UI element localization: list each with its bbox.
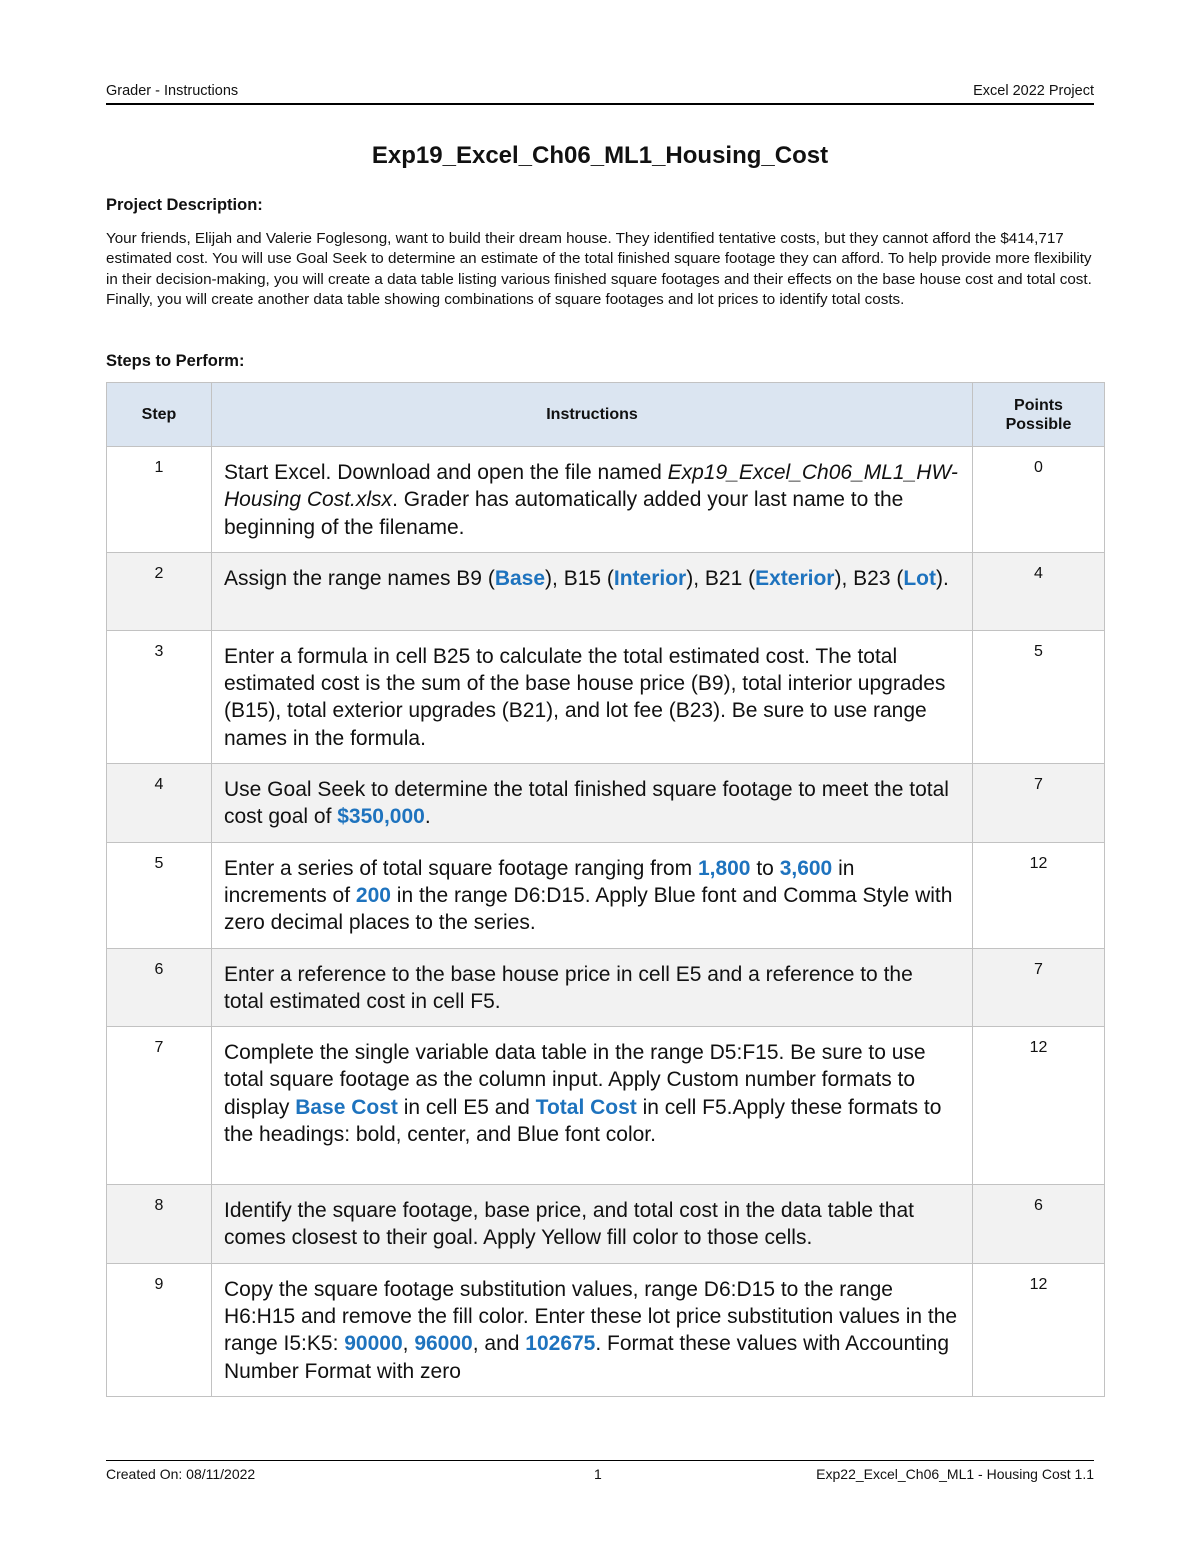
instruction-text: Assign the range names B9 ( — [224, 566, 495, 590]
table-row — [107, 1027, 1105, 1185]
instruction-text: Enter a series of total square footage ranging from — [224, 856, 698, 880]
instruction-text: in increments of — [224, 856, 855, 907]
step-number: 5 — [107, 842, 212, 948]
instruction-highlight: Lot — [903, 566, 936, 590]
step-instructions — [212, 764, 973, 843]
project-description-heading: Project Description: — [106, 196, 263, 214]
instruction-text: Use Goal Seek to determine the total finished square footage to meet the total cost goal of — [224, 778, 949, 829]
column-header-points — [973, 383, 1105, 447]
instruction-highlight: 90000 — [344, 1332, 403, 1356]
instruction-text: ), B15 ( — [545, 566, 614, 590]
step-number: 2 — [107, 552, 212, 630]
table-row — [107, 1263, 1105, 1396]
project-description-text: Your friends, Elijah and Valerie Foglesong, want to build their dream house. They identified tentative costs, but they cannot afford the $414,717 estimated cost. You will use Goal Seek to determine an estimate of the total finished square footage they can afford. To help provide more flexibility in their decision-making, you will create a data table listing various finished square footages and their effects on the base house cost and total cost. Finally, you will create another data table showing combinations of square footages and lot prices to identify total costs. — [106, 230, 1092, 308]
step-number: 9 — [107, 1263, 212, 1396]
step-instructions — [212, 1185, 973, 1264]
instruction-highlight: 102675 — [525, 1332, 596, 1356]
table-row — [107, 764, 1105, 843]
instruction-text: Identify the square footage, base price, and total cost in the data table that comes closest to their goal. Apply Yellow fill color to those cells. — [224, 1199, 914, 1250]
points-possible: 7 — [973, 948, 1105, 1027]
step-number: 7 — [107, 1027, 212, 1185]
page-header — [106, 83, 1094, 105]
instruction-text: Enter a reference to the base house price in cell E5 and a reference to the total estimated cost in cell F5. — [224, 962, 913, 1013]
points-possible: 6 — [973, 1185, 1105, 1264]
instruction-highlight: 3,600 — [779, 856, 833, 880]
header-left-text: Grader - Instructions — [106, 83, 239, 99]
instruction-text: , and — [472, 1332, 526, 1356]
instruction-highlight: Interior — [613, 566, 687, 590]
steps-heading: Steps to Perform: — [106, 352, 245, 370]
column-header-step: Step — [107, 383, 212, 447]
table-row — [107, 1185, 1105, 1264]
instruction-text: Start Excel. Download and open the file named — [224, 461, 668, 484]
points-possible: 7 — [973, 764, 1105, 843]
footer-document-version: Exp22_Excel_Ch06_ML1 - Housing Cost 1.1 — [816, 1466, 1094, 1482]
table-row — [107, 948, 1105, 1027]
points-possible: 12 — [973, 842, 1105, 948]
step-number: 3 — [107, 630, 212, 763]
step-number: 6 — [107, 948, 212, 1027]
footer-page-number: 1 — [594, 1466, 602, 1482]
instruction-highlight: Exterior — [755, 566, 835, 590]
step-instructions — [212, 948, 973, 1027]
steps-table — [106, 382, 1105, 1397]
points-possible: 4 — [973, 552, 1105, 630]
instruction-highlight: $350,000 — [337, 805, 425, 829]
points-possible: 5 — [973, 630, 1105, 763]
step-instructions — [212, 1263, 973, 1396]
step-number: 1 — [107, 447, 212, 553]
step-instructions — [212, 1027, 973, 1185]
step-instructions — [212, 842, 973, 948]
points-possible: 0 — [973, 447, 1105, 553]
instruction-highlight: 200 — [355, 883, 391, 907]
instruction-highlight: Total Cost — [535, 1095, 637, 1119]
instruction-highlight: 96000 — [414, 1332, 473, 1356]
instruction-text: ), B21 ( — [686, 566, 756, 590]
instruction-text: ), B23 ( — [834, 566, 904, 590]
instruction-text: ). — [935, 566, 949, 590]
step-instructions — [212, 552, 973, 630]
table-row — [107, 842, 1105, 948]
instruction-filename: Exp19_Excel_Ch06_ML1_HW-Housing Cost.xlsx — [224, 461, 958, 512]
table-row — [107, 447, 1105, 553]
footer-created-date: Created On: 08/11/2022 — [106, 1466, 256, 1482]
instruction-highlight: 1,800 — [697, 856, 751, 880]
header-right-text: Excel 2022 Project — [973, 83, 1094, 99]
instruction-text: in the range D6:D15. Apply Blue font and Comma Style with zero decimal places to the series. — [224, 883, 953, 935]
page-footer — [106, 1460, 1094, 1483]
steps-table-body — [107, 447, 1105, 1397]
instruction-text: Enter a formula in cell B25 to calculate the total estimated cost. The total estimated cost is the sum of the base house price (B9), total interior upgrades (B15), total exterior upgrades (B21), and lot fee (B23). Be sure to use range names in the formula. — [224, 644, 946, 750]
table-header-row — [107, 383, 1105, 447]
column-header-instructions: Instructions — [212, 383, 973, 447]
document-title: Exp19_Excel_Ch06_ML1_Housing_Cost — [371, 142, 829, 169]
step-number: 4 — [107, 764, 212, 843]
instruction-text: , — [402, 1332, 415, 1356]
instruction-text: in cell E5 and — [397, 1095, 536, 1119]
instruction-highlight: Base — [494, 566, 546, 590]
instruction-highlight: Base Cost — [295, 1095, 398, 1119]
instruction-text: Copy the square footage substitution values, range D6:D15 to the range H6:H15 and remove the fill color. Enter these lot price substitution values in the range I5:K5: — [224, 1277, 958, 1356]
table-row — [107, 630, 1105, 763]
step-instructions — [212, 447, 973, 553]
step-instructions — [212, 630, 973, 763]
table-row — [107, 552, 1105, 630]
instruction-text: to — [750, 856, 780, 880]
instruction-text: in cell F5.Apply these formats to the headings: bold, center, and Blue font color. — [224, 1095, 942, 1147]
instruction-text: Complete the single variable data table in the range D5:F15. Be sure to use total square footage as the column input. Apply Custom number formats to display — [224, 1041, 926, 1119]
instruction-text: . Format these values with Accounting Number Format with zero — [224, 1332, 950, 1383]
step-number: 8 — [107, 1185, 212, 1264]
instruction-text: . — [424, 805, 431, 829]
points-possible: 12 — [973, 1027, 1105, 1185]
instruction-text: . Grader has automatically added your last name to the beginning of the filename. — [224, 488, 904, 539]
points-header-label: Points Possible — [1005, 396, 1072, 433]
points-possible: 12 — [973, 1263, 1105, 1396]
